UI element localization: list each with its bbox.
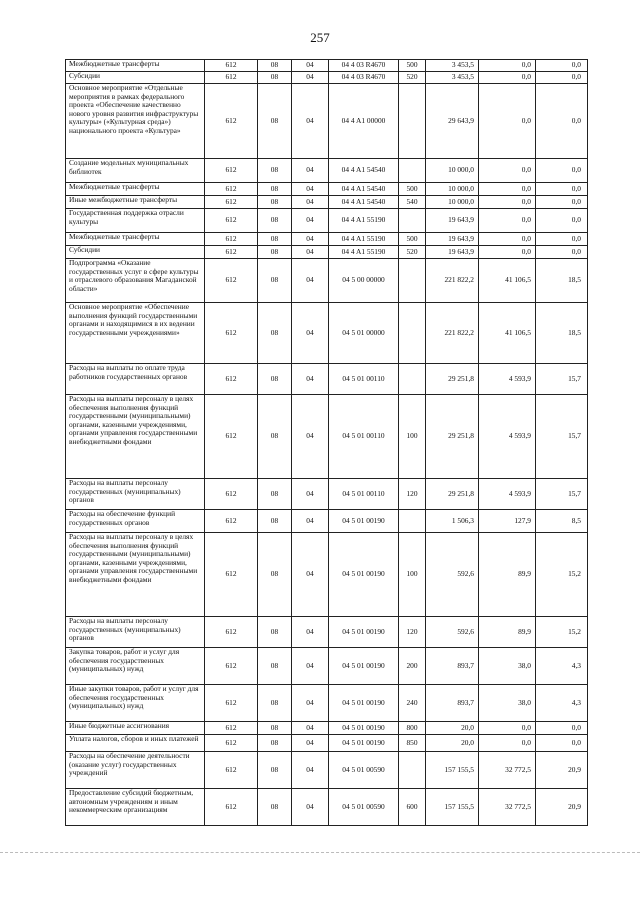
cell-percent: 18,5 — [536, 259, 588, 303]
cell-planned-amount: 592,6 — [426, 533, 479, 617]
table-body — [66, 60, 588, 826]
cell-expense-type: 120 — [399, 617, 426, 648]
cell-executed-amount: 0,0 — [479, 722, 536, 735]
cell-code: 612 — [205, 510, 258, 533]
cell-planned-amount: 157 155,5 — [426, 789, 479, 826]
cell-percent: 15,7 — [536, 395, 588, 479]
cell-target-article: 04 4 A1 00000 — [329, 84, 399, 159]
cell-expense-type — [399, 510, 426, 533]
cell-section: 08 — [258, 60, 292, 72]
row-name: Создание модельных муниципальных библиотек — [66, 159, 205, 183]
page-number: 257 — [310, 30, 330, 45]
cell-percent: 0,0 — [536, 209, 588, 233]
cell-section: 08 — [258, 246, 292, 259]
cell-executed-amount: 0,0 — [479, 84, 536, 159]
cell-subsection: 04 — [292, 233, 329, 246]
table-row — [66, 209, 588, 233]
table-row — [66, 735, 588, 752]
cell-percent: 15,7 — [536, 479, 588, 510]
cell-executed-amount: 38,0 — [479, 648, 536, 685]
cell-percent: 0,0 — [536, 233, 588, 246]
cell-target-article: 04 5 01 00110 — [329, 479, 399, 510]
row-name: Расходы на выплаты персоналу в целях обеспечения выполнения функций государственными (муниципальными) органами, казенными учреждениями, органами управления государственными внебюджетными фондами — [66, 533, 205, 617]
cell-percent: 18,5 — [536, 303, 588, 364]
cell-subsection: 04 — [292, 303, 329, 364]
cell-planned-amount: 29 251,8 — [426, 395, 479, 479]
cell-percent: 0,0 — [536, 183, 588, 196]
cell-percent: 0,0 — [536, 722, 588, 735]
cell-expense-type — [399, 752, 426, 789]
row-name: Расходы на выплаты по оплате труда работников государственных органов — [66, 364, 205, 395]
cell-subsection: 04 — [292, 395, 329, 479]
cell-executed-amount: 32 772,5 — [479, 789, 536, 826]
cell-code: 612 — [205, 233, 258, 246]
cell-executed-amount: 0,0 — [479, 72, 536, 84]
table-row — [66, 395, 588, 479]
cell-expense-type — [399, 84, 426, 159]
cell-subsection: 04 — [292, 510, 329, 533]
cell-planned-amount: 893,7 — [426, 648, 479, 685]
cell-subsection: 04 — [292, 209, 329, 233]
cell-code: 612 — [205, 72, 258, 84]
cell-planned-amount: 221 822,2 — [426, 259, 479, 303]
cell-subsection: 04 — [292, 752, 329, 789]
cell-section: 08 — [258, 533, 292, 617]
table-row — [66, 364, 588, 395]
cell-target-article: 04 5 01 00590 — [329, 752, 399, 789]
cell-percent: 0,0 — [536, 60, 588, 72]
cell-code: 612 — [205, 183, 258, 196]
cell-subsection: 04 — [292, 84, 329, 159]
cell-section: 08 — [258, 209, 292, 233]
cell-section: 08 — [258, 196, 292, 209]
row-name: Расходы на выплаты персоналу государственных (муниципальных) органов — [66, 617, 205, 648]
row-name: Иные межбюджетные трансферты — [66, 196, 205, 209]
cell-code: 612 — [205, 617, 258, 648]
cell-section: 08 — [258, 233, 292, 246]
cell-executed-amount: 0,0 — [479, 233, 536, 246]
row-name: Расходы на обеспечение функций государственных органов — [66, 510, 205, 533]
cell-planned-amount: 592,6 — [426, 617, 479, 648]
cell-target-article: 04 4 A1 55190 — [329, 209, 399, 233]
table-row — [66, 533, 588, 617]
cell-executed-amount: 4 593,9 — [479, 395, 536, 479]
cell-expense-type: 100 — [399, 395, 426, 479]
cell-planned-amount: 20,0 — [426, 735, 479, 752]
row-name: Иные закупки товаров, работ и услуг для обеспечения государственных (муниципальных) нужд — [66, 685, 205, 722]
table-row — [66, 722, 588, 735]
cell-expense-type: 850 — [399, 735, 426, 752]
cell-code: 612 — [205, 648, 258, 685]
cell-percent: 4,3 — [536, 685, 588, 722]
table-row — [66, 303, 588, 364]
cell-code: 612 — [205, 752, 258, 789]
cell-target-article: 04 5 00 00000 — [329, 259, 399, 303]
bottom-divider — [0, 852, 640, 853]
cell-section: 08 — [258, 735, 292, 752]
cell-subsection: 04 — [292, 196, 329, 209]
cell-subsection: 04 — [292, 722, 329, 735]
row-name: Иные бюджетные ассигнования — [66, 722, 205, 735]
cell-expense-type: 100 — [399, 533, 426, 617]
cell-section: 08 — [258, 722, 292, 735]
cell-section: 08 — [258, 479, 292, 510]
cell-planned-amount: 19 643,9 — [426, 209, 479, 233]
table-row — [66, 159, 588, 183]
cell-percent: 0,0 — [536, 72, 588, 84]
cell-percent: 0,0 — [536, 159, 588, 183]
cell-section: 08 — [258, 648, 292, 685]
table-row — [66, 246, 588, 259]
cell-planned-amount: 29 251,8 — [426, 364, 479, 395]
cell-code: 612 — [205, 364, 258, 395]
table-row — [66, 789, 588, 826]
cell-code: 612 — [205, 789, 258, 826]
table-row — [66, 479, 588, 510]
cell-code: 612 — [205, 722, 258, 735]
cell-percent: 15,7 — [536, 364, 588, 395]
cell-expense-type: 500 — [399, 233, 426, 246]
cell-executed-amount: 38,0 — [479, 685, 536, 722]
cell-target-article: 04 4 03 R4670 — [329, 60, 399, 72]
cell-percent: 0,0 — [536, 196, 588, 209]
table-row — [66, 752, 588, 789]
cell-section: 08 — [258, 752, 292, 789]
cell-percent: 20,9 — [536, 789, 588, 826]
cell-planned-amount: 157 155,5 — [426, 752, 479, 789]
row-name: Основное мероприятие «Обеспечение выполнения функций государственными органами и находящимися в их ведении государственными учреждениями» — [66, 303, 205, 364]
row-name: Расходы на выплаты персоналу в целях обеспечения выполнения функций государственными (муниципальными) органами, казенными учреждениями, органами управления государственными внебюджетными фондами — [66, 395, 205, 479]
table-row — [66, 510, 588, 533]
cell-subsection: 04 — [292, 259, 329, 303]
cell-expense-type: 600 — [399, 789, 426, 826]
cell-expense-type: 120 — [399, 479, 426, 510]
cell-subsection: 04 — [292, 60, 329, 72]
cell-percent: 0,0 — [536, 84, 588, 159]
budget-table — [65, 59, 588, 826]
cell-percent: 4,3 — [536, 648, 588, 685]
table-row — [66, 60, 588, 72]
cell-executed-amount: 0,0 — [479, 246, 536, 259]
cell-section: 08 — [258, 159, 292, 183]
cell-section: 08 — [258, 395, 292, 479]
cell-target-article: 04 4 A1 54540 — [329, 196, 399, 209]
cell-planned-amount: 3 453,5 — [426, 60, 479, 72]
cell-target-article: 04 5 01 00190 — [329, 735, 399, 752]
row-name: Субсидии — [66, 246, 205, 259]
cell-target-article: 04 5 01 00190 — [329, 533, 399, 617]
cell-planned-amount: 1 506,3 — [426, 510, 479, 533]
cell-target-article: 04 5 01 00110 — [329, 364, 399, 395]
cell-target-article: 04 5 01 00590 — [329, 789, 399, 826]
row-name: Межбюджетные трансферты — [66, 60, 205, 72]
cell-expense-type: 540 — [399, 196, 426, 209]
cell-expense-type: 520 — [399, 72, 426, 84]
cell-planned-amount: 10 000,0 — [426, 159, 479, 183]
row-name: Подпрограмма «Оказание государственных услуг в сфере культуры и отраслевого образования Магаданской области» — [66, 259, 205, 303]
cell-executed-amount: 0,0 — [479, 60, 536, 72]
cell-percent: 0,0 — [536, 246, 588, 259]
cell-executed-amount: 4 593,9 — [479, 364, 536, 395]
cell-code: 612 — [205, 60, 258, 72]
cell-code: 612 — [205, 685, 258, 722]
cell-subsection: 04 — [292, 617, 329, 648]
cell-planned-amount: 29 251,8 — [426, 479, 479, 510]
cell-planned-amount: 10 000,0 — [426, 183, 479, 196]
cell-section: 08 — [258, 72, 292, 84]
cell-planned-amount: 19 643,9 — [426, 233, 479, 246]
cell-executed-amount: 0,0 — [479, 196, 536, 209]
cell-target-article: 04 4 A1 55190 — [329, 246, 399, 259]
cell-executed-amount: 0,0 — [479, 209, 536, 233]
cell-subsection: 04 — [292, 183, 329, 196]
row-name: Межбюджетные трансферты — [66, 183, 205, 196]
cell-expense-type: 500 — [399, 183, 426, 196]
cell-code: 612 — [205, 159, 258, 183]
row-name: Межбюджетные трансферты — [66, 233, 205, 246]
table-row — [66, 685, 588, 722]
cell-expense-type: 240 — [399, 685, 426, 722]
cell-subsection: 04 — [292, 364, 329, 395]
cell-executed-amount: 89,9 — [479, 533, 536, 617]
cell-code: 612 — [205, 533, 258, 617]
row-name: Основное мероприятие «Отдельные мероприятия в рамках федерального проекта «Обеспечение качественно нового уровня развития инфраструктуры культуры» («Культурная среда») национального проекта «Культура» — [66, 84, 205, 159]
cell-percent: 20,9 — [536, 752, 588, 789]
cell-expense-type — [399, 364, 426, 395]
cell-code: 612 — [205, 84, 258, 159]
cell-subsection: 04 — [292, 72, 329, 84]
cell-target-article: 04 4 03 R4670 — [329, 72, 399, 84]
cell-expense-type: 800 — [399, 722, 426, 735]
cell-expense-type — [399, 259, 426, 303]
cell-planned-amount: 10 000,0 — [426, 196, 479, 209]
cell-planned-amount: 19 643,9 — [426, 246, 479, 259]
cell-code: 612 — [205, 196, 258, 209]
cell-planned-amount: 221 822,2 — [426, 303, 479, 364]
cell-executed-amount: 127,9 — [479, 510, 536, 533]
table-row — [66, 196, 588, 209]
cell-code: 612 — [205, 395, 258, 479]
cell-expense-type — [399, 303, 426, 364]
cell-executed-amount: 0,0 — [479, 735, 536, 752]
cell-expense-type: 520 — [399, 246, 426, 259]
cell-subsection: 04 — [292, 159, 329, 183]
cell-target-article: 04 5 01 00190 — [329, 722, 399, 735]
cell-percent: 8,5 — [536, 510, 588, 533]
cell-target-article: 04 4 A1 54540 — [329, 183, 399, 196]
cell-target-article: 04 5 01 00190 — [329, 685, 399, 722]
cell-planned-amount: 893,7 — [426, 685, 479, 722]
cell-target-article: 04 5 01 00110 — [329, 395, 399, 479]
cell-code: 612 — [205, 303, 258, 364]
cell-subsection: 04 — [292, 685, 329, 722]
cell-percent: 15,2 — [536, 617, 588, 648]
cell-code: 612 — [205, 735, 258, 752]
cell-code: 612 — [205, 479, 258, 510]
cell-section: 08 — [258, 510, 292, 533]
row-name: Расходы на обеспечение деятельности (оказание услуг) государственных учреждений — [66, 752, 205, 789]
cell-target-article: 04 4 A1 55190 — [329, 233, 399, 246]
cell-percent: 0,0 — [536, 735, 588, 752]
cell-code: 612 — [205, 259, 258, 303]
cell-expense-type: 500 — [399, 60, 426, 72]
cell-planned-amount: 29 643,9 — [426, 84, 479, 159]
cell-section: 08 — [258, 617, 292, 648]
cell-subsection: 04 — [292, 789, 329, 826]
cell-code: 612 — [205, 209, 258, 233]
cell-section: 08 — [258, 303, 292, 364]
cell-target-article: 04 5 01 00190 — [329, 648, 399, 685]
cell-subsection: 04 — [292, 479, 329, 510]
row-name: Предоставление субсидий бюджетным, автономным учреждениям и иным некоммерческим организациям — [66, 789, 205, 826]
cell-expense-type — [399, 209, 426, 233]
cell-target-article: 04 5 01 00000 — [329, 303, 399, 364]
cell-expense-type: 200 — [399, 648, 426, 685]
table-row — [66, 233, 588, 246]
row-name: Уплата налогов, сборов и иных платежей — [66, 735, 205, 752]
cell-subsection: 04 — [292, 246, 329, 259]
cell-executed-amount: 89,9 — [479, 617, 536, 648]
cell-section: 08 — [258, 789, 292, 826]
cell-section: 08 — [258, 84, 292, 159]
row-name: Закупка товаров, работ и услуг для обеспечения государственных (муниципальных) нужд — [66, 648, 205, 685]
cell-code: 612 — [205, 246, 258, 259]
cell-section: 08 — [258, 685, 292, 722]
cell-executed-amount: 41 106,5 — [479, 259, 536, 303]
table-row — [66, 617, 588, 648]
cell-section: 08 — [258, 364, 292, 395]
cell-planned-amount: 3 453,5 — [426, 72, 479, 84]
table-row — [66, 648, 588, 685]
cell-target-article: 04 4 A1 54540 — [329, 159, 399, 183]
row-name: Расходы на выплаты персоналу государственных (муниципальных) органов — [66, 479, 205, 510]
cell-percent: 15,2 — [536, 533, 588, 617]
cell-executed-amount: 41 106,5 — [479, 303, 536, 364]
cell-executed-amount: 4 593,9 — [479, 479, 536, 510]
cell-executed-amount: 0,0 — [479, 183, 536, 196]
cell-target-article: 04 5 01 00190 — [329, 617, 399, 648]
cell-planned-amount: 20,0 — [426, 722, 479, 735]
table-row — [66, 259, 588, 303]
row-name: Субсидии — [66, 72, 205, 84]
table-row — [66, 72, 588, 84]
cell-executed-amount: 0,0 — [479, 159, 536, 183]
table-row — [66, 84, 588, 159]
cell-target-article: 04 5 01 00190 — [329, 510, 399, 533]
cell-executed-amount: 32 772,5 — [479, 752, 536, 789]
cell-section: 08 — [258, 259, 292, 303]
cell-section: 08 — [258, 183, 292, 196]
cell-subsection: 04 — [292, 735, 329, 752]
cell-expense-type — [399, 159, 426, 183]
table-row — [66, 183, 588, 196]
cell-subsection: 04 — [292, 533, 329, 617]
row-name: Государственная поддержка отрасли культуры — [66, 209, 205, 233]
cell-subsection: 04 — [292, 648, 329, 685]
